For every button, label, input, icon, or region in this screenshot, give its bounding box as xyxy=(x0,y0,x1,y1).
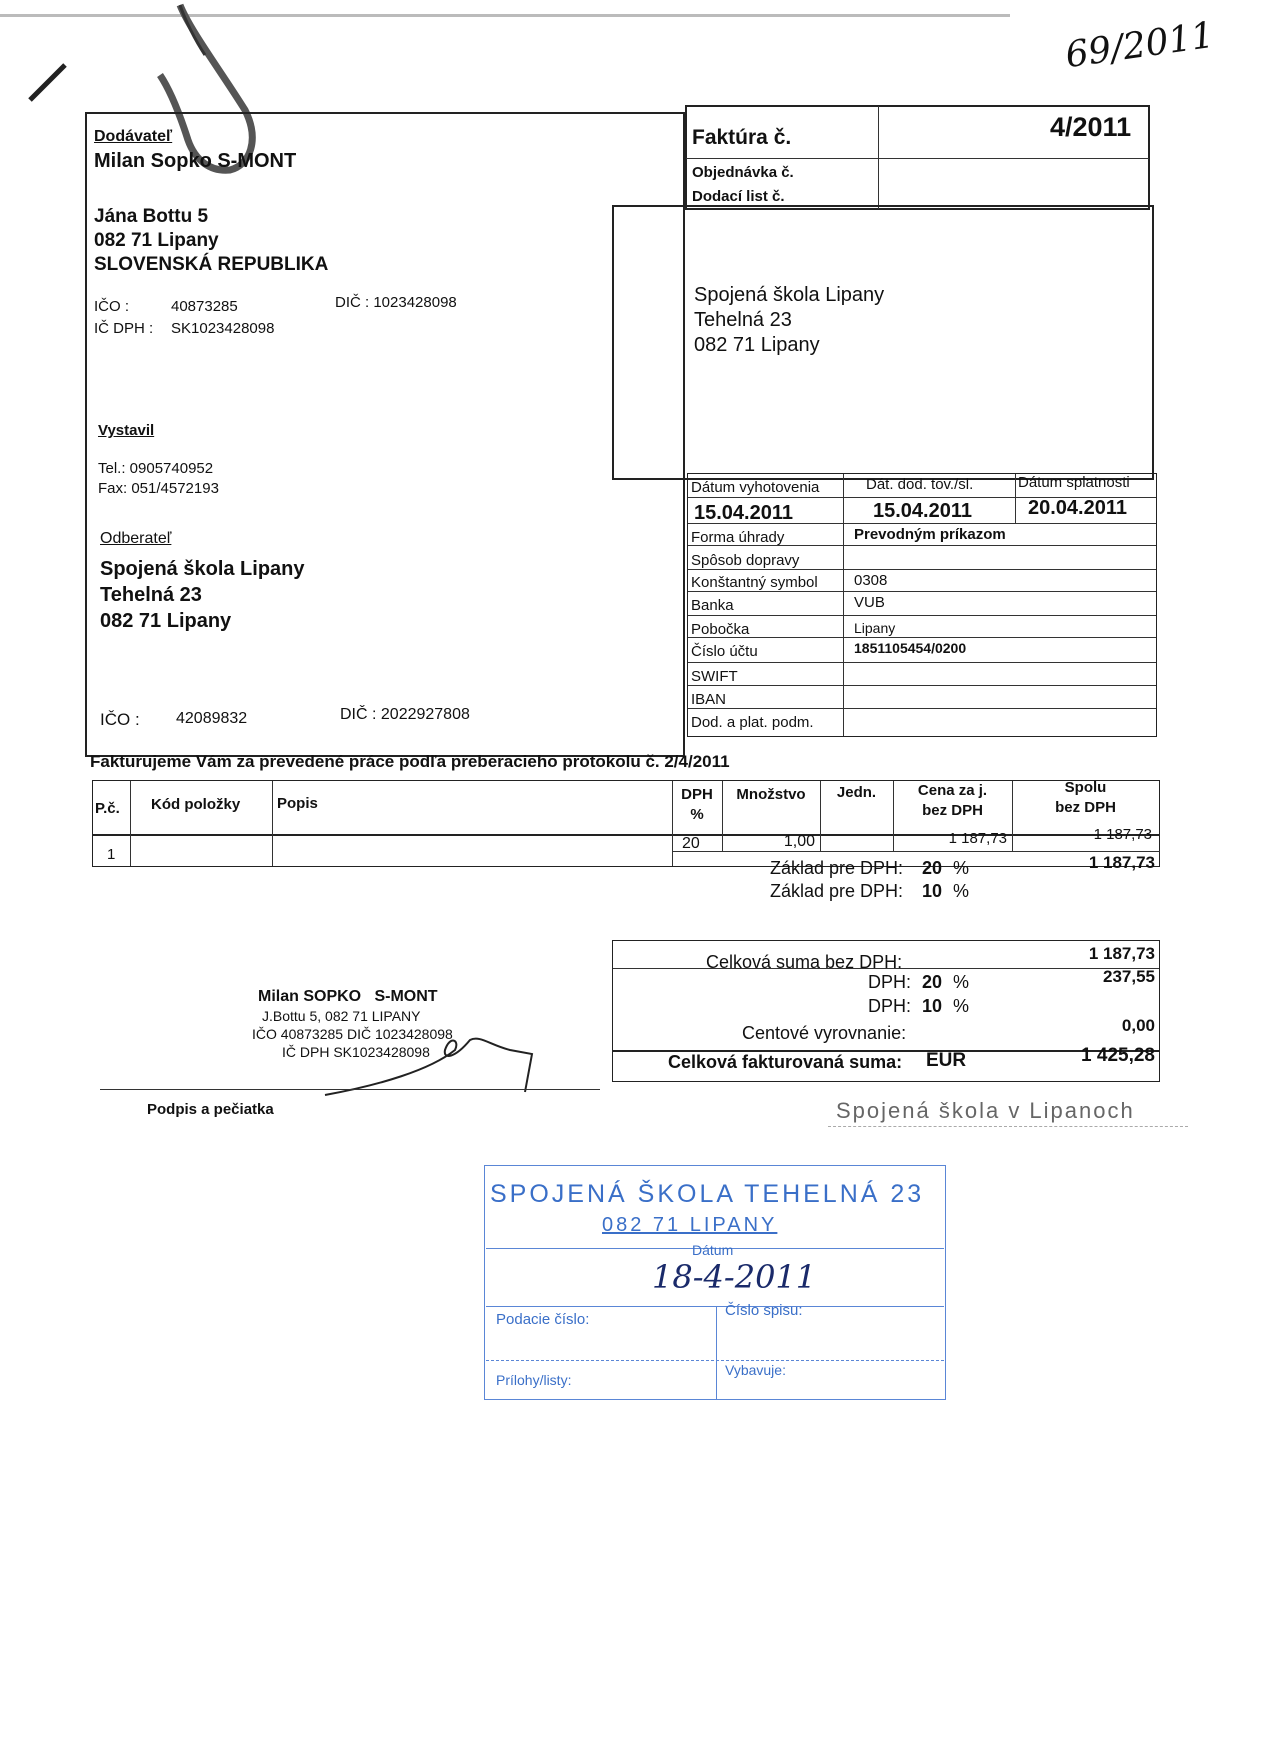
branch-label: Pobočka xyxy=(691,621,750,638)
base-20-label: Základ pre DPH: xyxy=(770,858,904,878)
base-10-pct: % xyxy=(953,881,970,901)
items-col-1 xyxy=(130,781,131,866)
issue-date-label: Dátum vyhotovenia xyxy=(691,479,820,496)
grand-total: 1 425,28 xyxy=(1081,1045,1155,1066)
signature-label: Podpis a pečiatka xyxy=(147,1101,274,1118)
transport-label: Spôsob dopravy xyxy=(691,552,800,569)
branch-value: Lipany xyxy=(854,620,896,636)
rounding-value: 0,00 xyxy=(1121,1016,1155,1035)
col-desc: Popis xyxy=(277,795,318,812)
address-line-2: Tehelná 23 xyxy=(694,309,792,331)
stamp-line-1: Milan SOPKO S-MONT xyxy=(258,988,438,1005)
customer-name: Spojená škola Lipany xyxy=(100,558,305,580)
registry-stamp-line-3 xyxy=(486,1360,944,1361)
stamp-line-3: IČO 40873285 DIČ 1023428098 xyxy=(252,1026,453,1042)
payment-col-divider xyxy=(843,474,844,736)
receiver-stamp-header: Spojená škola v Lipanoch xyxy=(836,1098,1135,1123)
grand-total-currency: EUR xyxy=(926,1050,967,1071)
vat-20-rate: 20 xyxy=(922,972,943,992)
row-line-3 xyxy=(688,591,1156,592)
registry-stamp-city: 082 71 LIPANY xyxy=(602,1214,778,1236)
account-number: 1851105454/0200 xyxy=(854,640,967,656)
col-qty: Množstvo xyxy=(736,786,806,803)
issue-date: 15.04.2011 xyxy=(694,502,793,524)
supplier-ico-label: IČO : xyxy=(94,298,130,315)
dates-col-divider xyxy=(1015,474,1016,523)
col-vat: DPH xyxy=(681,786,713,803)
col-pc: P.č. xyxy=(95,800,120,817)
terms-label: Dod. a plat. podm. xyxy=(691,714,814,731)
col-price: Cena za j. xyxy=(917,782,988,799)
bank-value: VUB xyxy=(854,594,885,611)
invoice-intro-text: Fakturujeme Vám za prevedené práce podľa preberacieho protokolu č. 2/4/2011 xyxy=(90,752,730,771)
registry-file-label: Číslo spisu: xyxy=(725,1302,803,1319)
grand-total-label: Celková fakturovaná suma: xyxy=(668,1052,903,1072)
registry-stamp-date-label: Dátum xyxy=(692,1242,734,1258)
registry-filing-label: Podacie číslo: xyxy=(496,1311,590,1328)
supplier-tel: Tel.: 0905740952 xyxy=(98,460,214,477)
supplier-city: 082 71 Lipany xyxy=(94,230,219,251)
vat-10-rate: 10 xyxy=(922,996,943,1016)
row-line-8 xyxy=(688,708,1156,709)
col-total-note: bez DPH xyxy=(1055,799,1116,816)
address-line-3: 082 71 Lipany xyxy=(694,334,820,356)
registry-stamp-date: 18-4-2011 xyxy=(652,1258,817,1296)
delivery-date: 15.04.2011 xyxy=(873,500,972,522)
vat-10-label: DPH: xyxy=(868,996,912,1016)
registry-handled-label: Vybavuje: xyxy=(725,1362,786,1378)
iban-label: IBAN xyxy=(691,691,727,708)
row-line-5 xyxy=(688,637,1156,638)
handwritten-reference: 69/2011 xyxy=(1062,14,1217,77)
supplier-street: Jána Bottu 5 xyxy=(94,206,209,227)
order-number-label: Objednávka č. xyxy=(692,164,794,181)
rounding-label: Centové vyrovnanie: xyxy=(742,1023,907,1043)
bank-label: Banka xyxy=(691,597,734,614)
base-10-rate: 10 xyxy=(922,881,943,901)
supplier-heading: Dodávateľ xyxy=(94,128,173,145)
registry-stamp-line-2 xyxy=(486,1306,944,1307)
vat-20-label: DPH: xyxy=(868,972,912,992)
constant-symbol: 0308 xyxy=(854,572,888,589)
col-total: Spolu xyxy=(1064,779,1107,796)
supplier-ico: 40873285 xyxy=(171,298,238,315)
issued-by-heading: Vystavil xyxy=(98,422,155,439)
col-price-note: bez DPH xyxy=(922,802,983,819)
customer-city: 082 71 Lipany xyxy=(100,610,232,632)
vat-20-pct: % xyxy=(953,972,970,992)
col-vat-pct: % xyxy=(690,806,704,823)
invoice-number: 4/2011 xyxy=(1050,112,1132,142)
registry-attachments-label: Prílohy/listy: xyxy=(496,1372,572,1388)
supplier-dic: DIČ : 1023428098 xyxy=(335,294,457,311)
swift-label: SWIFT xyxy=(691,668,738,685)
base-10-label: Základ pre DPH: xyxy=(770,881,904,901)
payment-method-label: Forma úhrady xyxy=(691,529,785,546)
customer-dic: DIČ : 2022927808 xyxy=(340,706,470,723)
base-20-pct: % xyxy=(953,858,970,878)
customer-ico-label: IČO : xyxy=(100,710,140,729)
registry-stamp-title: SPOJENÁ ŠKOLA TEHELNÁ 23 xyxy=(490,1180,925,1208)
customer-heading: Odberateľ xyxy=(100,530,172,547)
row-line-4 xyxy=(688,615,1156,616)
supplier-icdph: SK1023428098 xyxy=(171,320,275,337)
items-col-2 xyxy=(272,781,273,866)
row-line-6 xyxy=(688,662,1156,663)
customer-street: Tehelná 23 xyxy=(100,584,202,606)
payment-method: Prevodným príkazom xyxy=(854,526,1006,543)
receiver-stamp-underline xyxy=(828,1126,1188,1127)
address-line-1: Spojená škola Lipany xyxy=(694,284,885,306)
delivery-date-label: Dát. dod. tov./sl. xyxy=(866,476,974,493)
row-line-7 xyxy=(688,685,1156,686)
row-vat: 20 xyxy=(682,835,700,852)
row-line-2 xyxy=(688,569,1156,570)
row-pc: 1 xyxy=(107,846,116,863)
supplier-name: Milan Sopko S-MONT xyxy=(94,150,297,172)
supplier-country: SLOVENSKÁ REPUBLIKA xyxy=(94,254,329,275)
stamp-line-4: IČ DPH SK1023428098 xyxy=(282,1044,430,1060)
delivery-note-label: Dodací list č. xyxy=(692,188,785,205)
total-excl-vat: 1 187,73 xyxy=(1088,944,1155,963)
invoice-header-row-line xyxy=(686,158,1149,159)
row-price: 1 187,73 xyxy=(948,830,1007,847)
supplier-icdph-label: IČ DPH : xyxy=(94,320,154,337)
row-total: 1 187,73 xyxy=(1093,826,1152,843)
col-code: Kód položky xyxy=(151,796,241,813)
customer-ico: 42089832 xyxy=(176,710,248,727)
signature-line xyxy=(100,1089,600,1090)
registry-stamp-divider xyxy=(716,1306,717,1400)
col-unit: Jedn. xyxy=(836,784,877,801)
due-date: 20.04.2011 xyxy=(1028,497,1127,519)
constant-symbol-label: Konštantný symbol xyxy=(691,574,818,591)
invoice-label: Faktúra č. xyxy=(692,126,792,149)
base-20-value: 1 187,73 xyxy=(1088,853,1155,872)
base-20-rate: 20 xyxy=(922,858,943,878)
due-date-label: Dátum splatnosti xyxy=(1018,474,1130,491)
supplier-fax: Fax: 051/4572193 xyxy=(98,480,219,497)
total-excl-vat-label: Celková suma bez DPH: xyxy=(706,952,903,972)
vat-20-value: 237,55 xyxy=(1103,967,1155,986)
row-qty: 1,00 xyxy=(783,833,815,850)
account-label: Číslo účtu xyxy=(691,643,758,660)
stamp-line-2: J.Bottu 5, 082 71 LIPANY xyxy=(262,1008,421,1024)
vat-10-pct: % xyxy=(953,996,970,1016)
table-row-underline xyxy=(672,851,1160,852)
